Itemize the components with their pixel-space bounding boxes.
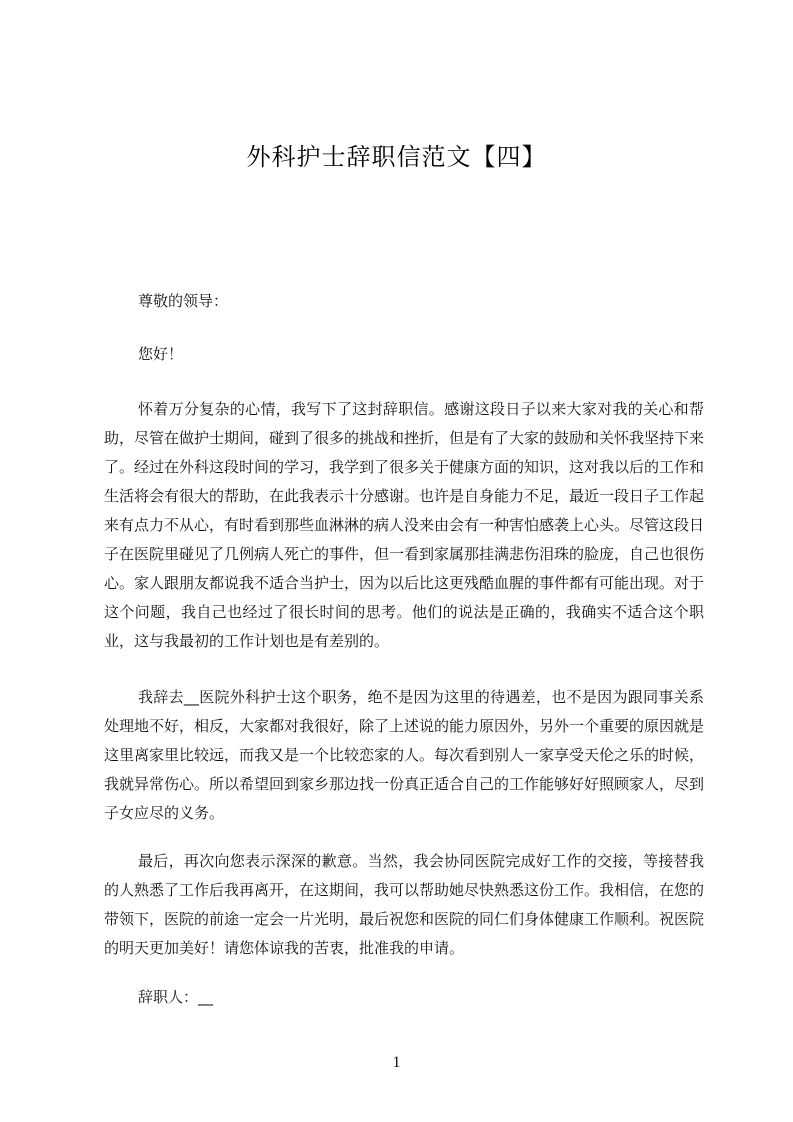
paragraph-3: 最后，再次向您表示深深的歉意。当然，我会协同医院完成好工作的交接，等接替我的人熟悉了工作后我再离开，在这期间，我可以帮助她尽快熟悉这份工作。我相信，在您的带领下，医院的前途一定会一片光明，最后祝您和医院的同仁们身体健康工作顺利。祝医院的明天更加美好！请您体谅我的苦衷，批准我的申请。 [104, 852, 705, 957]
salutation: 尊敬的领导： [138, 292, 229, 310]
signature-line: 辞职人：__ [138, 988, 214, 1006]
paragraph-1: 怀着万分复杂的心情，我写下了这封辞职信。感谢这段日子以来大家对我的关心和帮助，尽管在做护士期间，碰到了很多的挑战和挫折，但是有了大家的鼓励和关怀我坚持下来了。经过在外科这段时间的学习，我学到了很多关于健康方面的知识，这对我以后的工作和生活将会有很大的帮助，在此我表示十分感谢。也许是自身能力不足，最近一段日子工作起来有点力不从心，有时看到那些血淋淋的病人没来由会有一种害怕感袭上心头。尽管这段日子在医院里碰见了几例病人死亡的事件，但一看到家属那挂满悲伤泪珠的脸庞，自己也很伤心。家人跟朋友都说我不适合当护士，因为以后比这更残酷血腥的事件都有可能出现。对于这个问题，我自己也经过了很长时间的思考。他们的说法是正确的，我确实不适合这个职业，这与我最初的工作计划也是有差别的。 [104, 400, 705, 650]
document-title: 外科护士辞职信范文【四】 [246, 143, 547, 171]
paragraph-2: 我辞去__医院外科护士这个职务，绝不是因为这里的待遇差，也不是因为跟同事关系处理地不好，相反，大家都对我很好，除了上述说的能力原因外，另外一个重要的原因就是这里离家里比较远，而我又是一个比较恋家的人。每次看到别人一家享受天伦之乐的时候，我就异常伤心。所以希望回到家乡那边找一份真正适合自己的工作能够好好照顾家人，尽到子女应尽的义务。 [104, 688, 705, 822]
greeting: 您好！ [138, 345, 184, 363]
page-number: 1 [392, 1054, 401, 1071]
